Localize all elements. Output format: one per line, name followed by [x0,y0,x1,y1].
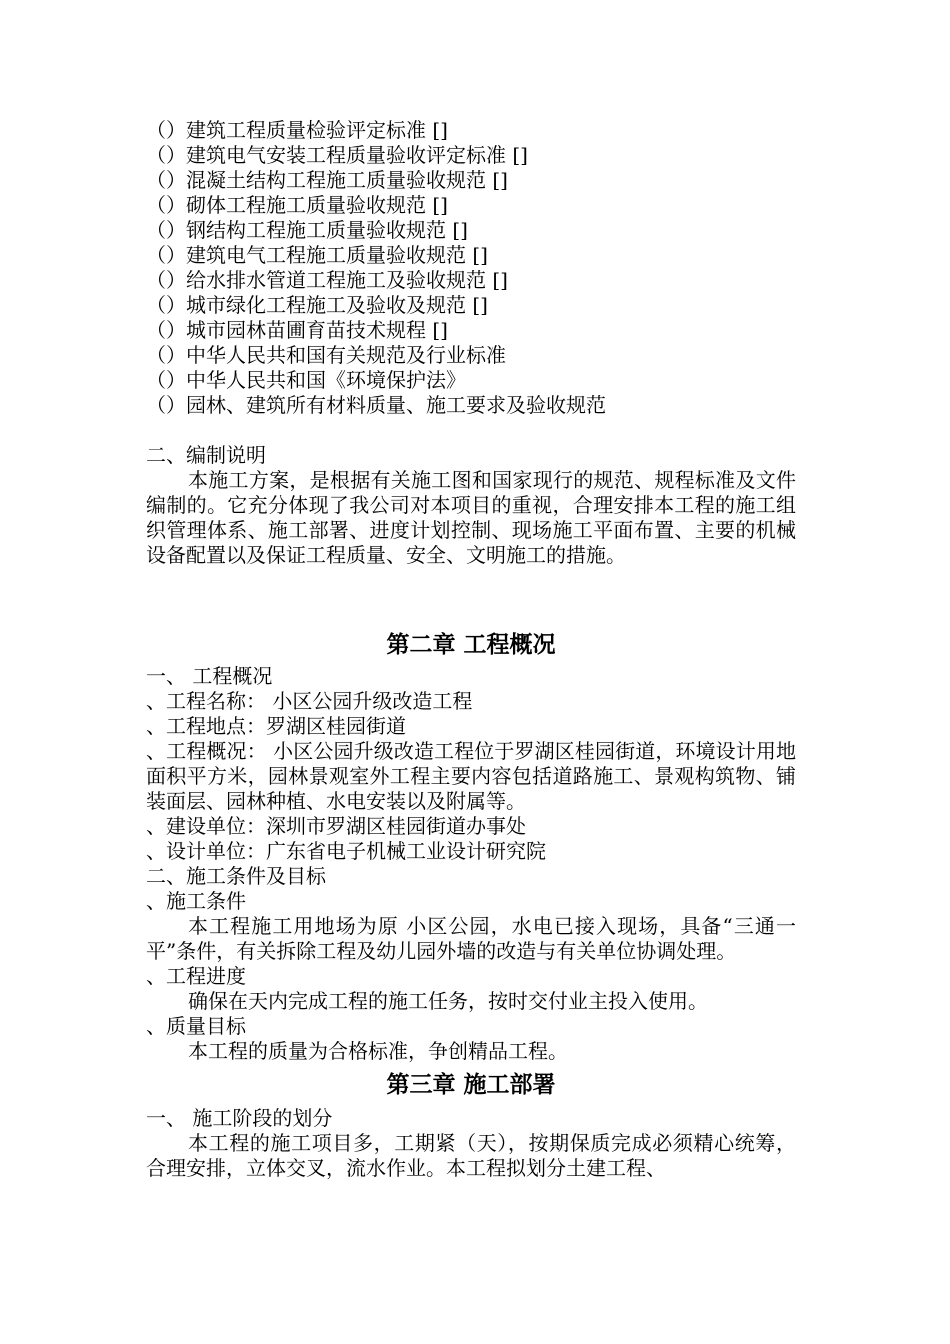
document-content [146,118,796,1181]
spacer [146,568,796,620]
reference-item: （）园林、建筑所有材料质量、施工要求及验收规范 [146,393,606,417]
section-heading-compilation: 二、编制说明 [146,443,266,467]
stages-paragraph: 本工程的施工项目多，工期紧（天），按期保质完成必须精心统筹，合理安排，立体交叉，流水作业。本工程拟划分土建工程、 [146,1131,796,1180]
design-unit: 、设计单位：广东省电子机械工业设计研究院 [146,839,546,863]
subheading-schedule: 、工程进度 [146,964,246,988]
reference-item: （）砌体工程施工质量验收规范 [] [146,193,448,217]
project-name: 、工程名称： 小区公园升级改造工程 [146,689,473,713]
reference-item: （）建筑电气工程施工质量验收规范 [] [146,243,488,267]
reference-item: （）建筑工程质量检验评定标准 [] [146,118,448,142]
reference-item: （）中华人民共和国有关规范及行业标准 [146,343,506,367]
reference-item: （）城市园林苗圃育苗技术规程 [] [146,318,448,342]
chapter-title: 第三章 施工部署 [386,1072,556,1098]
project-location: 、工程地点：罗湖区桂园街道 [146,714,406,738]
reference-item: （）钢结构工程施工质量验收规范 [] [146,218,468,242]
reference-item: （）城市绿化工程施工及验收及规范 [] [146,293,488,317]
reference-item: （）建筑电气安装工程质量验收评定标准 [] [146,143,528,167]
reference-list [146,118,796,418]
reference-item: （）给水排水管道工程施工及验收规范 [] [146,268,508,292]
quality-paragraph: 本工程的质量为合格标准，争创精品工程。 [188,1039,568,1063]
client-unit: 、建设单位：深圳市罗湖区桂园街道办事处 [146,814,526,838]
spacer [146,418,796,443]
reference-item: （）中华人民共和国《环境保护法》 [146,368,466,392]
schedule-paragraph: 确保在天内完成工程的施工任务，按时交付业主投入使用。 [188,989,708,1013]
subheading-conditions: 、施工条件 [146,889,246,913]
section-heading-stages: 一、 施工阶段的划分 [146,1106,333,1130]
reference-item: （）混凝土结构工程施工质量验收规范 [] [146,168,508,192]
compilation-paragraph: 本施工方案，是根据有关施工图和国家现行的规范、规程标准及文件编制的。它充分体现了我公司对本项目的重视，合理安排本工程的施工组织管理体系、施工部署、进度计划控制、现场施工平面布置、主要的机械设备配置以及保证工程质量、安全、文明施工的措施。 [146,468,796,567]
conditions-paragraph: 本工程施工用地场为原 小区公园，水电已接入现场，具备“三通一平”条件，有关拆除工程及幼儿园外墙的改造与有关单位协调处理。 [146,914,796,963]
section-heading-conditions: 二、施工条件及目标 [146,864,326,888]
subheading-quality: 、质量目标 [146,1014,246,1038]
chapter-title: 第二章 工程概况 [386,632,556,658]
project-overview: 、工程概况： 小区公园升级改造工程位于罗湖区桂园街道，环境设计用地面积平方米，园林景观室外工程主要内容包括道路施工、景观构筑物、铺装面层、园林种植、水电安装以及附属等。 [146,739,796,813]
section-heading-overview: 一、 工程概况 [146,664,273,688]
